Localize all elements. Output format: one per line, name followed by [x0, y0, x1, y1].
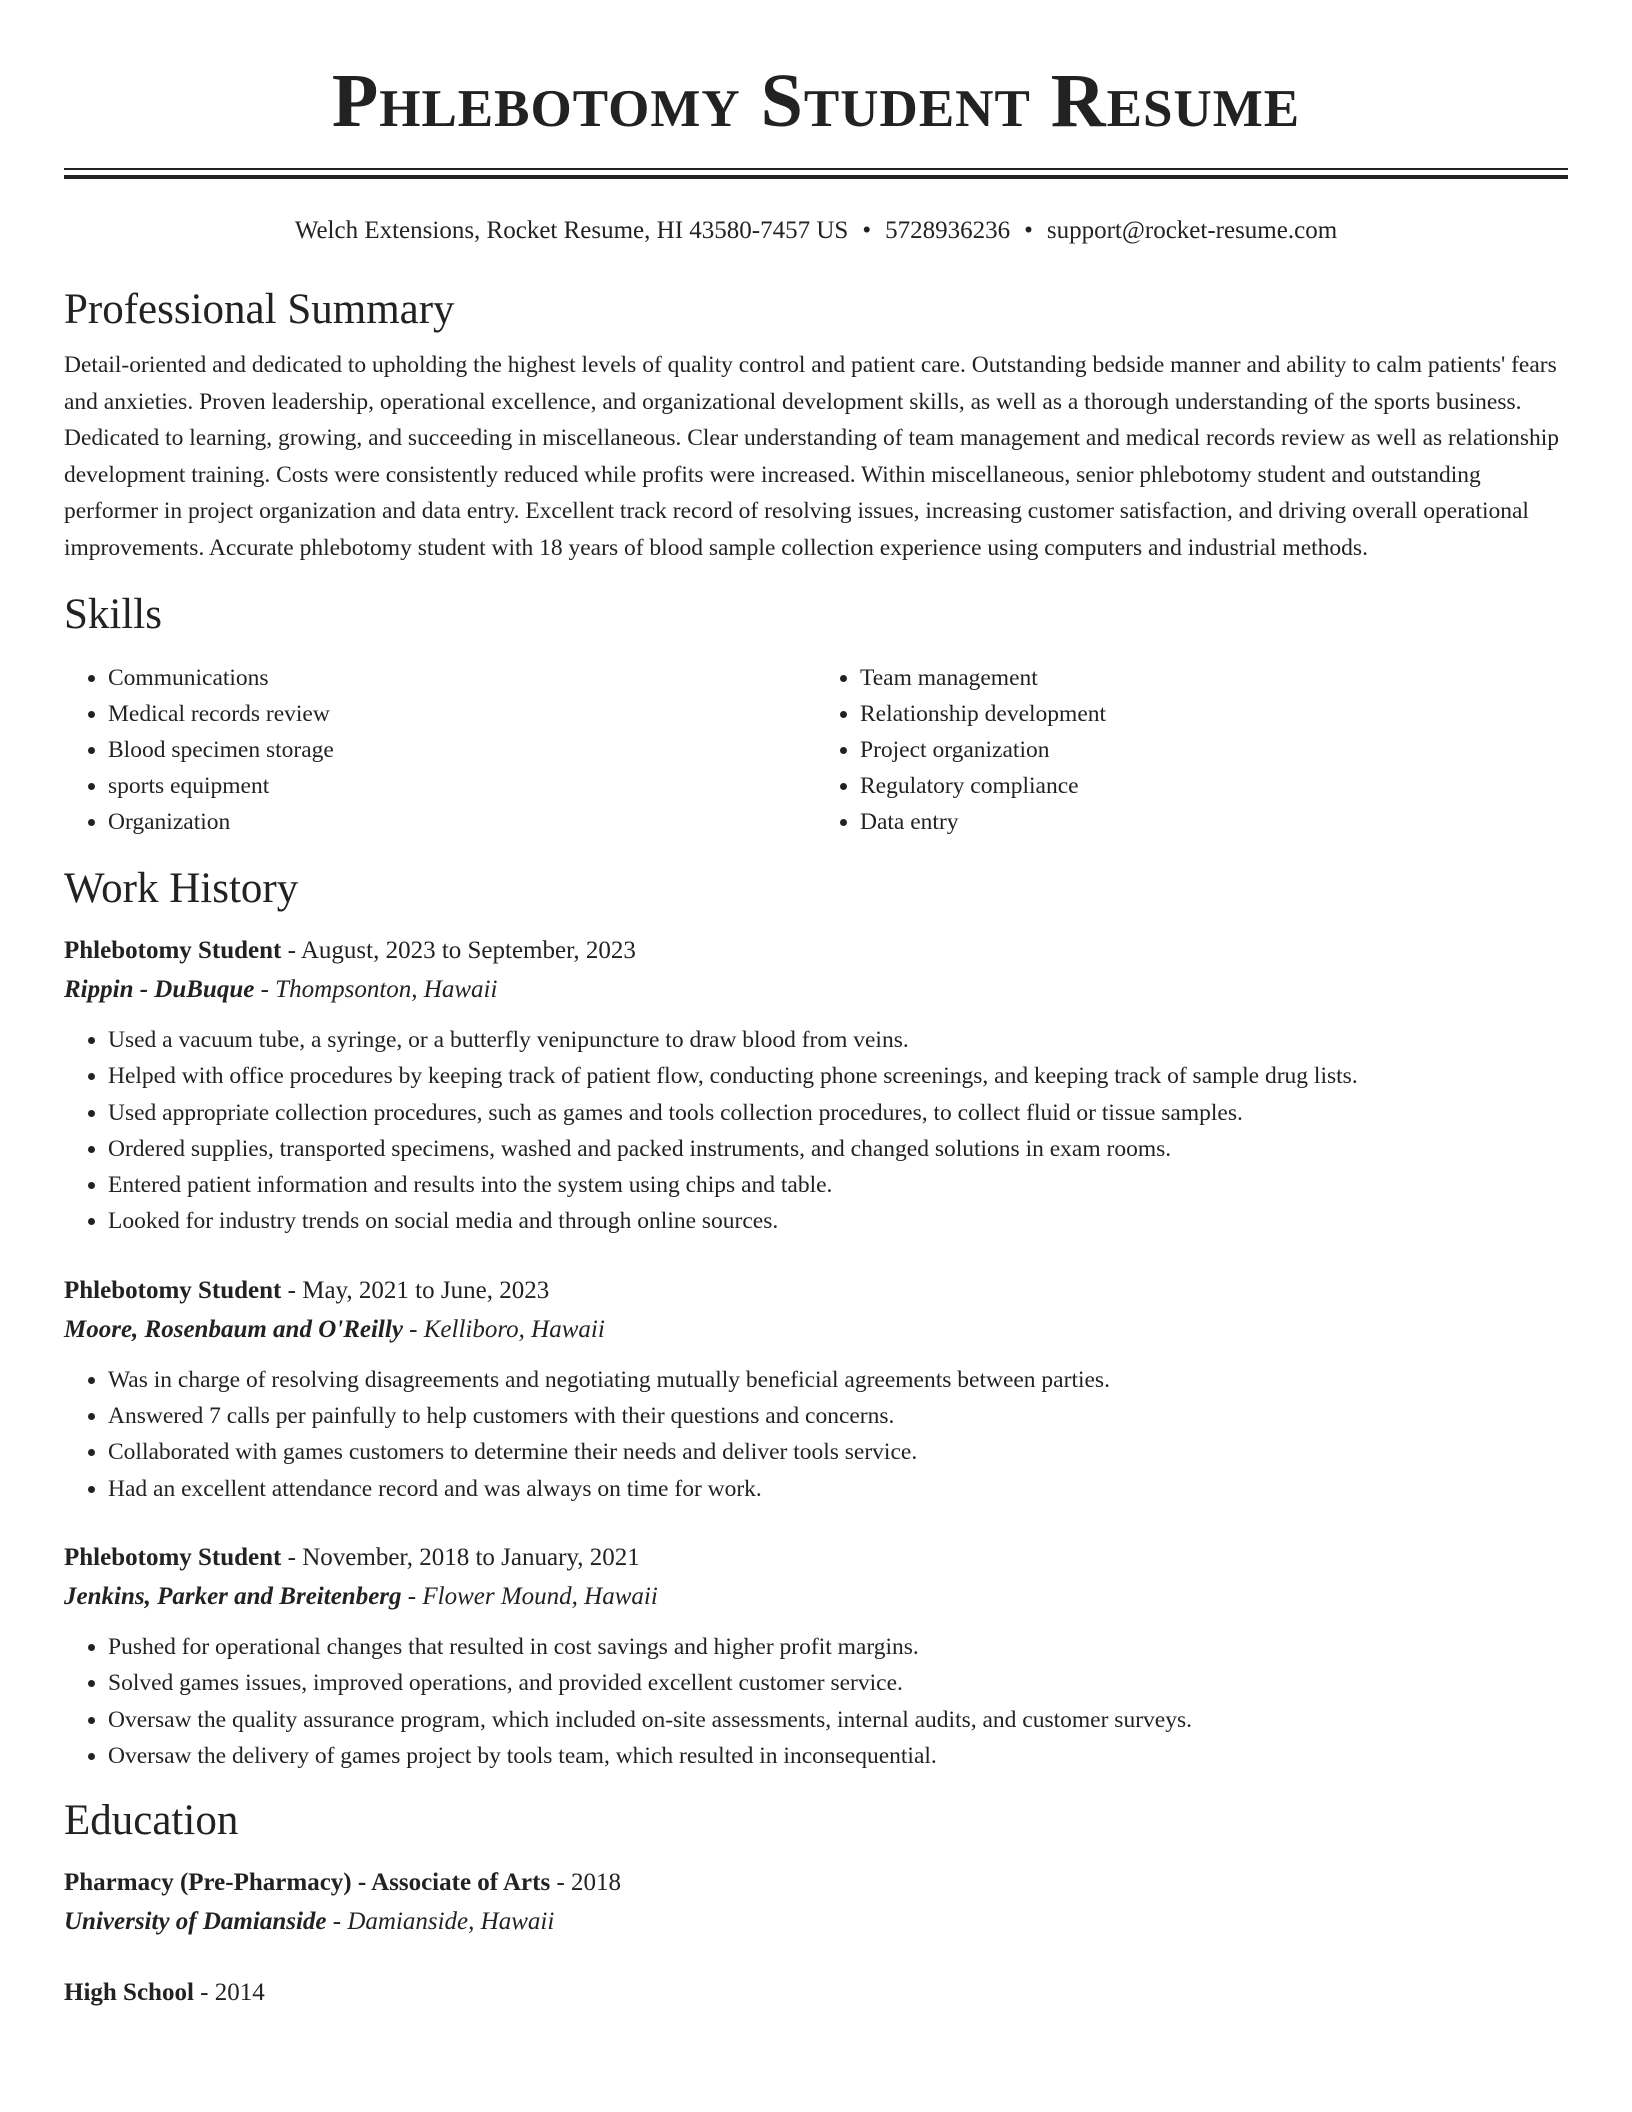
job-bullet: • Entered patient information and results into the system using chips and table.	[108, 1167, 1568, 1203]
contact-line	[64, 215, 1568, 247]
education-year: 2014	[214, 1979, 265, 2007]
job-bullet: • Ordered supplies, transported specimens, washed and packed instruments, and changed solutions in exam rooms.	[108, 1131, 1568, 1167]
job-company-line	[64, 1577, 1568, 1617]
education-entry	[64, 1864, 1568, 1942]
education-year: 2018	[571, 1869, 622, 1897]
summary-text: Detail-oriented and dedicated to upholding the highest levels of quality control and patient care. Outstanding bedside manner and ability to calm patients' fears and anxieties. Proven leadership, operational excellence, and organizational development skills, as well as a thorough understanding of the sports business. Dedicated to learning, growing, and succeeding in miscellaneous. Clear understanding of team management and medical records review as well as relationship development training. Costs were consistently reduced while profits were increased. Within miscellaneous, senior phlebotomy student and outstanding performer in project organization and data entry. Excellent track record of resolving issues, increasing customer satisfaction, and driving overall operational improvements. Accurate phlebotomy student with 18 years of blood sample collection experience using computers and industrial methods.	[64, 352, 1560, 561]
dash: -	[550, 1869, 572, 1897]
job-title: Phlebotomy Student	[64, 1543, 282, 1571]
job-dates: May, 2021 to June, 2023	[302, 1276, 550, 1304]
contact-address: Welch Extensions, Rocket Resume, HI 43580-7457 US	[294, 217, 849, 244]
job-location: Thompsonton, Hawaii	[275, 976, 498, 1003]
job-title-line	[64, 932, 1568, 970]
job-bullet: • Answered 7 calls per painfully to help customers with their questions and concerns.	[108, 1398, 1568, 1434]
job-bullets	[64, 1362, 1568, 1507]
job-title: Phlebotomy Student	[64, 1276, 282, 1304]
skill-item: • sports equipment	[108, 768, 816, 804]
job-company: Moore, Rosenbaum and O'Reilly	[64, 1315, 403, 1343]
job-company-line	[64, 1310, 1568, 1350]
dash: -	[193, 1979, 215, 2007]
job-company: Jenkins, Parker and Breitenberg	[64, 1582, 402, 1610]
dash: -	[281, 1276, 303, 1304]
job-bullet: • Oversaw the quality assurance program, which included on-site assessments, internal audits, and customer surveys.	[108, 1702, 1568, 1738]
education-degree-line	[64, 1974, 1568, 2012]
job-bullet: • Was in charge of resolving disagreements and negotiating mutually beneficial agreements between parties.	[108, 1362, 1568, 1398]
job-bullet: • Oversaw the delivery of games project by tools team, which resulted in inconsequential.	[108, 1738, 1568, 1774]
education-location: Damianside, Hawaii	[347, 1908, 555, 1936]
education-degree: High School	[64, 1979, 194, 2007]
job-entry	[64, 1539, 1568, 1774]
dash: -	[402, 1315, 424, 1343]
skill-item: • Project organization	[860, 732, 1568, 768]
skill-item: • Communications	[108, 660, 816, 696]
job-dates: August, 2023 to September, 2023	[300, 937, 636, 964]
education-heading: Education	[64, 1797, 239, 1845]
job-location: Flower Mound, Hawaii	[422, 1582, 658, 1610]
job-bullets	[64, 1022, 1568, 1240]
title-divider	[64, 168, 1568, 179]
resume-title: Phlebotomy Student Resume	[331, 59, 1301, 143]
contact-email: support@rocket-resume.com	[1046, 217, 1338, 244]
job-company-line	[64, 970, 1568, 1010]
education-school-line	[64, 1902, 1568, 1942]
contact-separator: •	[1024, 217, 1033, 244]
education-degree-line	[64, 1864, 1568, 1902]
skill-item: • Team management	[860, 660, 1568, 696]
contact-separator: •	[862, 217, 872, 244]
job-bullet: • Used a vacuum tube, a syringe, or a butterfly venipuncture to draw blood from veins.	[108, 1022, 1568, 1058]
skill-item: • Regulatory compliance	[860, 768, 1568, 804]
dash: -	[326, 1908, 348, 1936]
summary-heading: Professional Summary	[64, 286, 455, 333]
skill-item: • Medical records review	[108, 696, 816, 732]
job-dates: November, 2018 to January, 2021	[302, 1543, 640, 1571]
skill-item: • Relationship development	[860, 696, 1568, 732]
job-bullet: • Collaborated with games customers to determine their needs and deliver tools service.	[108, 1434, 1568, 1470]
job-title-line	[64, 1272, 1568, 1310]
dash: -	[281, 937, 301, 964]
education-entry	[64, 1974, 1568, 2012]
job-entry	[64, 932, 1568, 1240]
skills-column-right	[816, 660, 1568, 840]
skill-item: • Blood specimen storage	[108, 732, 816, 768]
job-bullet: • Helped with office procedures by keeping track of patient flow, conducting phone screenings, and keeping track of sample drug lists.	[108, 1058, 1568, 1094]
job-bullet: • Had an excellent attendance record and was always on time for work.	[108, 1471, 1568, 1507]
job-bullet: • Solved games issues, improved operations, and provided excellent customer service.	[108, 1665, 1568, 1701]
skill-item: • Data entry	[860, 804, 1568, 840]
skills-heading: Skills	[64, 591, 162, 638]
dash: -	[281, 1543, 303, 1571]
skill-item: • Organization	[108, 804, 816, 840]
education-school: University of Damianside	[64, 1908, 327, 1936]
dash: -	[254, 976, 276, 1003]
job-location: Kelliboro, Hawaii	[423, 1315, 605, 1343]
job-bullet: • Used appropriate collection procedures, such as games and tools collection procedures, to collect fluid or tissue samples.	[108, 1095, 1568, 1131]
job-bullet: • Looked for industry trends on social media and through online sources.	[108, 1203, 1568, 1239]
job-entry	[64, 1272, 1568, 1507]
skills-list	[64, 660, 1568, 840]
job-title-line	[64, 1539, 1568, 1577]
job-bullet: • Pushed for operational changes that resulted in cost savings and higher profit margins.	[108, 1629, 1568, 1665]
dash: -	[401, 1582, 423, 1610]
contact-phone: 5728936236	[885, 217, 1011, 244]
work-history-heading: Work History	[64, 865, 299, 912]
job-company: Rippin - DuBuque	[64, 976, 255, 1003]
education-degree: Pharmacy (Pre-Pharmacy) - Associate of Arts	[64, 1869, 551, 1897]
skills-column-left	[64, 660, 816, 840]
job-title: Phlebotomy Student	[64, 937, 282, 964]
job-bullets	[64, 1629, 1568, 1774]
